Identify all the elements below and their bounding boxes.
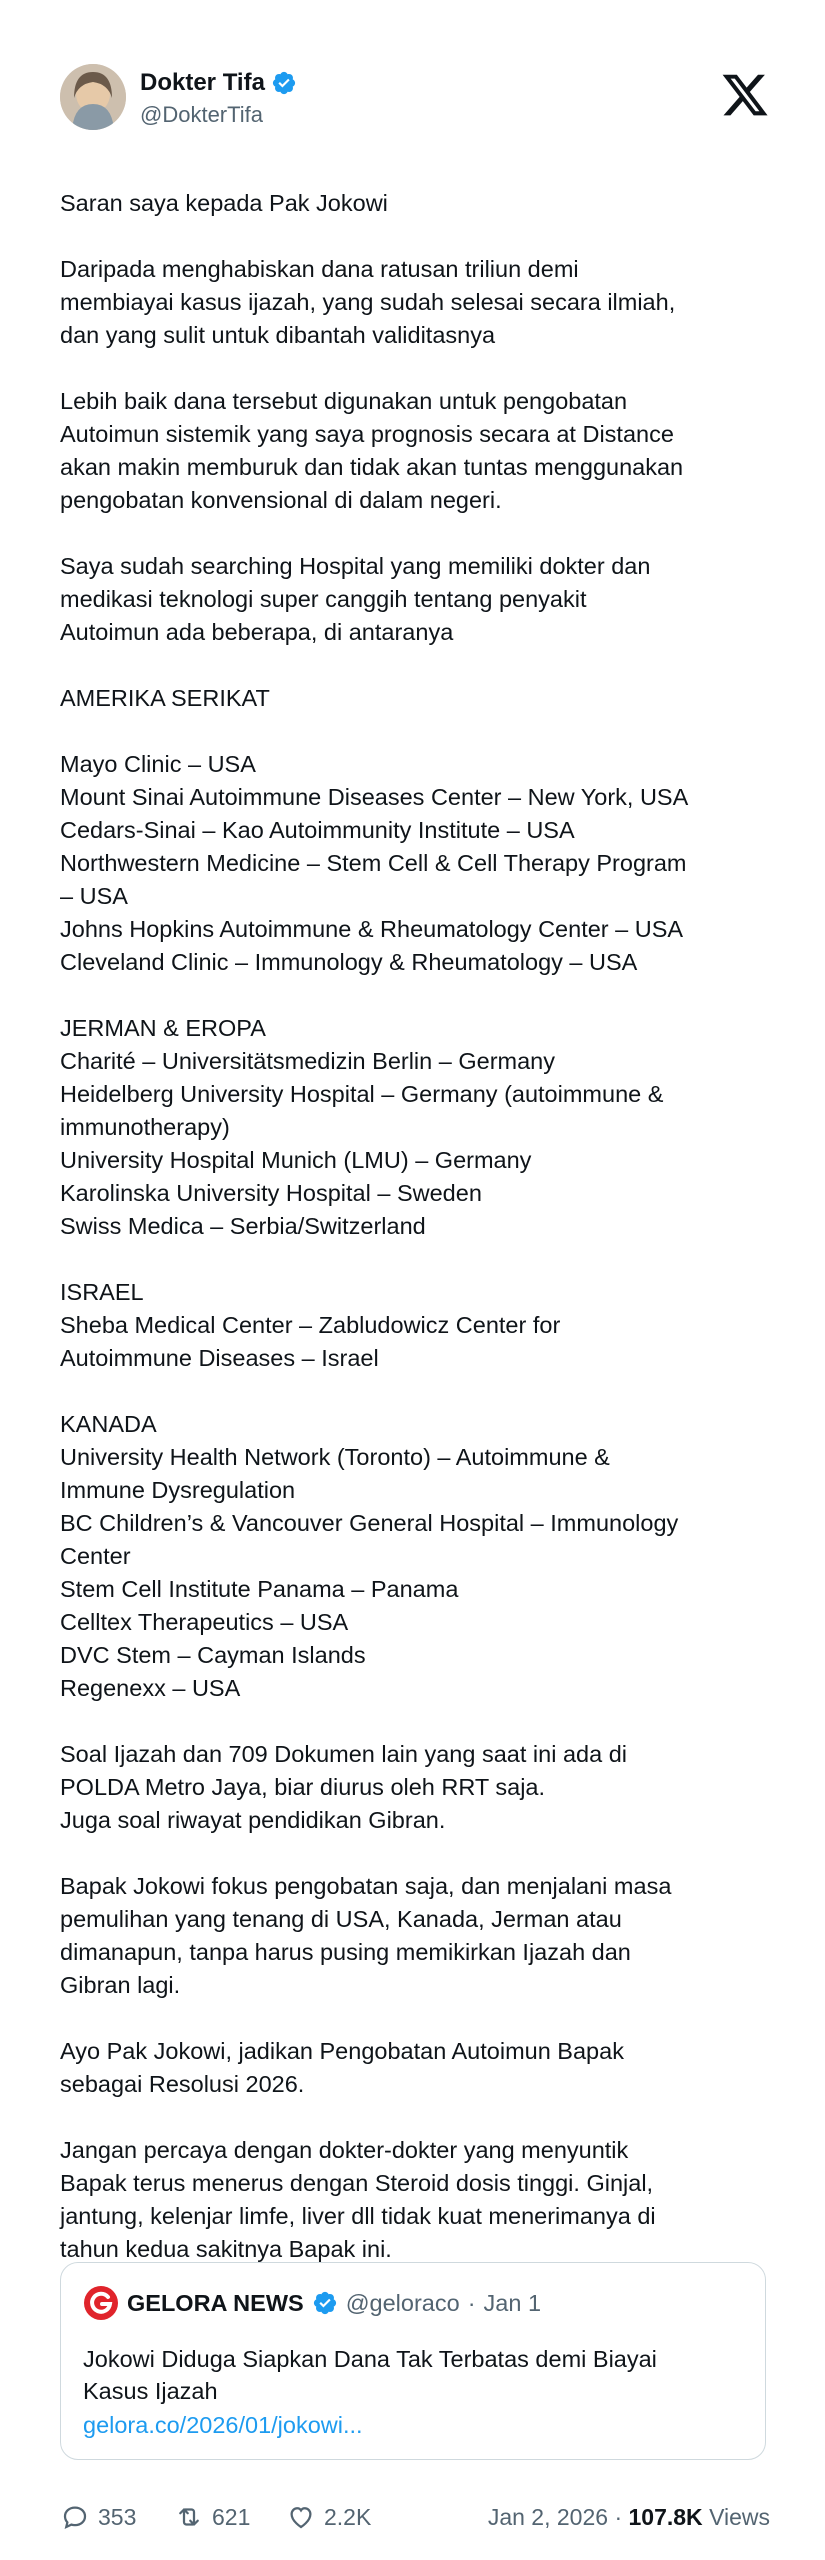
gelora-logo-icon	[83, 2285, 119, 2321]
post-paragraph: ISRAEL Sheba Medical Center – Zabludowicz Center for Autoimmune Diseases – Israel	[60, 1279, 561, 1371]
post-paragraph: Mayo Clinic – USA Mount Sinai Autoimmune Diseases Center – New York, USA Cedars-Sinai – Kao Autoimmunity Institute – USA Northwestern Medicine – Stem Cell & Cell Therapy Program – USA Johns Hopkins Autoimmune & Rheumatology Center – USA Cleveland Clinic – Immunology & Rheumatology – USA	[60, 751, 689, 975]
post-paragraph: Daripada menghabiskan dana ratusan triliun demi membiayai kasus ijazah, yang sudah selesai secara ilmiah, dan yang sulit untuk dibantah validitasnya	[60, 256, 676, 348]
verified-badge-icon	[271, 70, 297, 96]
post-meta	[488, 2497, 770, 2537]
post-paragraph: Saran saya kepada Pak Jokowi	[60, 190, 388, 216]
post-paragraph: Soal Ijazah dan 709 Dokumen lain yang saat ini ada di POLDA Metro Jaya, biar diurus oleh RRT saja. Juga soal riwayat pendidikan Gibran.	[60, 1741, 627, 1833]
quoted-author-handle[interactable]: @geloraco	[345, 2290, 460, 2316]
dot-separator: ·	[467, 2290, 476, 2316]
user-handle[interactable]: @DokterTifa	[140, 102, 263, 127]
quoted-post-header	[83, 2285, 541, 2321]
post-footer	[60, 2497, 770, 2537]
like-count: 2.2K	[324, 2504, 372, 2530]
post-paragraph: Jangan percaya dengan dokter-dokter yang menyuntik Bapak terus menerus dengan Steroid dosis tinggi. Ginjal, jantung, kelenjar limfe, liver dll tidak kuat menerimanya di tahun kedua sakitnya Bapak ini.	[60, 2137, 656, 2262]
quoted-post-text: Jokowi Diduga Siapkan Dana Tak Terbatas demi Biayai Kasus Ijazah	[83, 2346, 657, 2404]
x-logo-icon[interactable]	[720, 70, 770, 120]
verified-badge-icon	[312, 2290, 338, 2316]
post-paragraph: Lebih baik dana tersebut digunakan untuk pengobatan Autoimun sistemik yang saya prognosis secara at Distance akan makin memburuk dan tidak akan tuntas menggunakan pengobatan konvensional di dalam negeri.	[60, 388, 684, 513]
heart-icon	[286, 2502, 316, 2532]
post-paragraph: Saya sudah searching Hospital yang memiliki dokter dan medikasi teknologi super canggih tentang penyakit Autoimun ada beberapa, di antaranya	[60, 553, 651, 645]
post-paragraph: KANADA University Health Network (Toronto) – Autoimmune & Immune Dysregulation BC Children’s & Vancouver General Hospital – Immunology Center Stem Cell Institute Panama – Panama Celltex Therapeutics – USA DVC Stem – Cayman Islands Regenexx – USA	[60, 1411, 679, 1701]
repost-button[interactable]	[174, 2497, 250, 2537]
views-count: 107.8K	[628, 2504, 703, 2530]
post-paragraph: Ayo Pak Jokowi, jadikan Pengobatan Autoimun Bapak sebagai Resolusi 2026.	[60, 2038, 624, 2097]
post-text	[60, 154, 760, 2332]
quoted-post-date[interactable]: Jan 1	[483, 2290, 542, 2316]
post-header	[60, 64, 770, 132]
dot-separator: ·	[614, 2504, 623, 2530]
reply-button[interactable]	[60, 2497, 136, 2537]
post-date[interactable]: Jan 2, 2026	[487, 2504, 609, 2530]
reply-count: 353	[98, 2504, 137, 2530]
post-paragraph: JERMAN & EROPA Charité – Universitätsmedizin Berlin – Germany Heidelberg University Hospital – Germany (autoimmune & immunotherapy) University Hospital Munich (LMU) – Germany Karolinska University Hospital – Sweden Swiss Medica – Serbia/Switzerland	[60, 1015, 664, 1239]
display-name[interactable]: Dokter Tifa	[140, 69, 265, 96]
post-paragraph: Bapak Jokowi fokus pengobatan saja, dan menjalani masa pemulihan yang tenang di USA, Kanada, Jerman atau dimanapun, tanpa harus pusing memikirkan Ijazah dan Gibran lagi.	[60, 1873, 672, 1998]
repost-count: 621	[212, 2504, 251, 2530]
avatar[interactable]	[60, 64, 126, 130]
quoted-post-link[interactable]: gelora.co/2026/01/jokowi...	[83, 2412, 363, 2438]
quoted-author-name[interactable]: GELORA NEWS	[127, 2290, 304, 2316]
views-label: Views	[709, 2504, 770, 2530]
repost-icon	[174, 2502, 204, 2532]
post-paragraph: AMERIKA SERIKAT	[60, 685, 270, 711]
reply-icon	[60, 2502, 90, 2532]
like-button[interactable]	[286, 2497, 371, 2537]
quoted-post[interactable]	[60, 2262, 766, 2460]
